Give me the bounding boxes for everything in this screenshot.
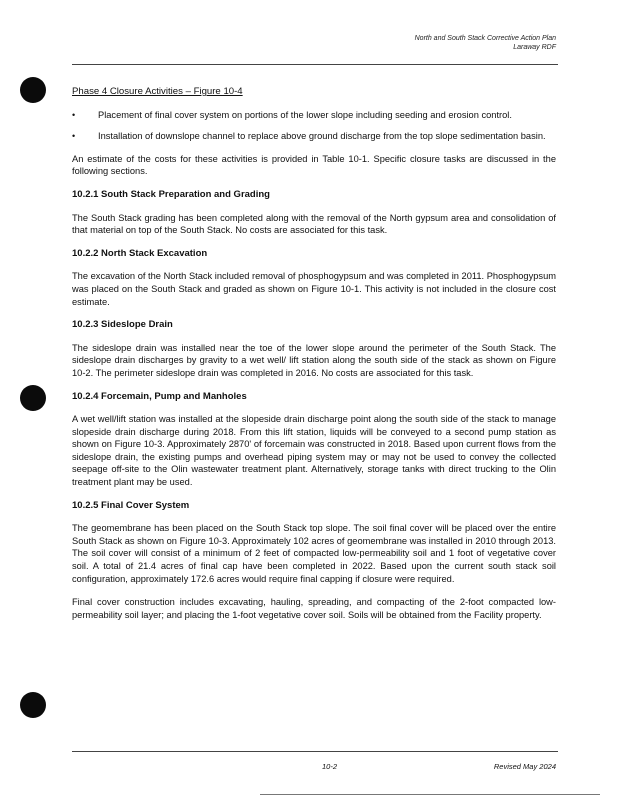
header-rule <box>72 64 558 65</box>
section-heading: 10.2.2 North Stack Excavation <box>72 247 208 259</box>
bullet-icon: • <box>72 109 76 120</box>
footer-rule <box>72 751 558 752</box>
scan-edge-line <box>260 794 600 795</box>
section-heading: 10.2.5 Final Cover System <box>72 499 190 511</box>
section-heading: 10.2.4 Forcemain, Pump and Manholes <box>72 390 247 402</box>
section-paragraph: The geomembrane has been placed on the South Stack top slope. The soil final cover will be placed over the entire South Stack as shown on Figure 10-3. Approximately 102 acres of geomembrane was installed in 2010 through 2013. The soil cover will consist of a minimum of 2 feet of compacted low-permeability soil and 1 foot of vegetative cover soil. A total of 21.4 acres of final cap have been completed in 2022. Based upon the current south stack soil configuration, approximately 172.6 acres would require final capping if closure were required. <box>72 523 556 584</box>
page-number: 10-2 <box>322 762 338 771</box>
section-heading: 10.2.1 South Stack Preparation and Grading <box>72 188 270 200</box>
page-header <box>415 34 556 52</box>
document-body <box>72 86 556 632</box>
revision-date: Revised May 2024 <box>493 762 556 771</box>
list-item-text: Installation of downslope channel to replace above ground discharge from the top slope sedimentation basin. <box>98 131 546 142</box>
activity-list <box>72 109 556 143</box>
section-paragraph: The South Stack grading has been completed along with the removal of the North gypsum area and consolidation of that material on top of the South Stack. No costs are associated for this task. <box>72 212 556 236</box>
phase-title: Phase 4 Closure Activities – Figure 10-4 <box>72 86 243 97</box>
binder-hole-top <box>20 77 46 103</box>
list-item <box>72 130 556 143</box>
section-paragraph: The excavation of the North Stack included removal of phosphogypsum and was completed in 2011. Phosphogypsum was placed on the South Stack and graded as shown on Figure 10-1. This activity is not included in the closure cost estimate. <box>72 271 556 307</box>
header-plan-title: North and South Stack Corrective Action Plan <box>414 35 556 42</box>
bullet-icon: • <box>72 131 76 142</box>
section-heading: 10.2.3 Sideslope Drain <box>72 319 173 331</box>
section-paragraph: The sideslope drain was installed near the toe of the lower slope around the perimeter of the South Stack. The sideslope drain discharges by gravity to a wet well/ lift station along the south side of the stack as shown on Figure 10-2. The perimeter sideslope drain was completed in 2016. No costs are associated for this task. <box>72 342 556 378</box>
list-item <box>72 109 556 122</box>
section-paragraph: A wet well/lift station was installed at the slopeside drain discharge point along the south side of the stack to manage slopeside drain discharge during 2018. From this lift station, liquids will be conveyed to a second pump station as shown on Figure 10-3. Approximately 2870' of forcemain was constructed in 2018. Based upon current flows from the sideslope drain, the existing pumps and overhead piping system may or may not be used to convey the collected seepage off-site to the Olin wastewater treatment plant. Alternatively, storage tanks with direct trucking to the Olin treatment plant may be used. <box>72 414 556 488</box>
binder-hole-middle <box>20 385 46 411</box>
header-site-name: Laraway RDF <box>513 44 556 51</box>
section-paragraph: Final cover construction includes excavating, hauling, spreading, and compacting of the 2-foot compacted low-permeability soil layer; and placing the 1-foot vegetative cover soil. Soils will be obtained from the Facility property. <box>72 597 556 620</box>
binder-hole-bottom <box>20 692 46 718</box>
intro-paragraph: An estimate of the costs for these activities is provided in Table 10-1. Specific closure tasks are discussed in the following sections. <box>72 153 556 177</box>
list-item-text: Placement of final cover system on portions of the lower slope including seeding and erosion control. <box>98 109 512 120</box>
